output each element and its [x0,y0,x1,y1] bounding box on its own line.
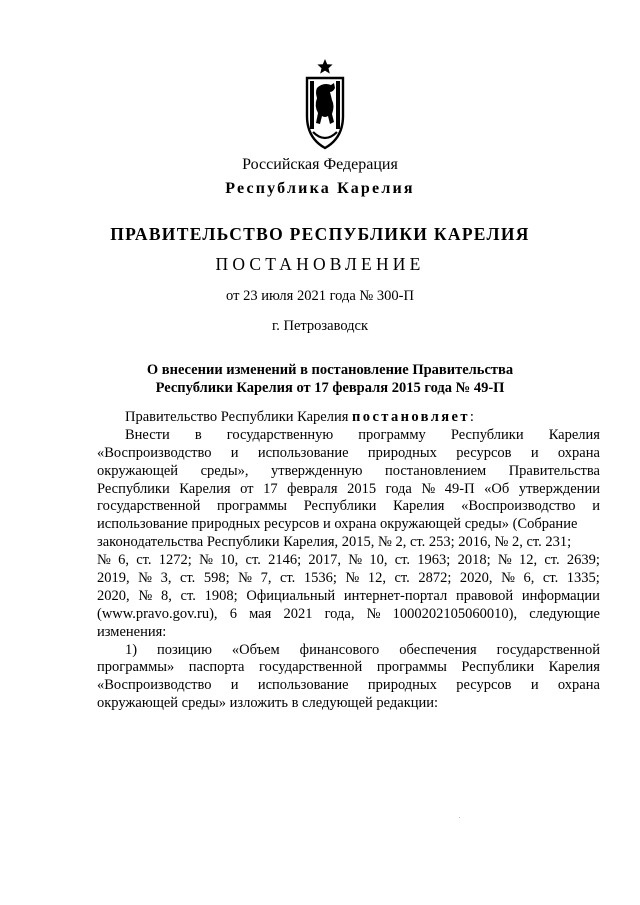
word: № [97,552,111,569]
word: Республики [97,480,170,497]
word: 12, [367,570,386,587]
word: 6, [118,552,129,569]
word: 2015 [347,480,377,497]
word: «Воспроизводство [461,498,576,515]
word: 1000202105060010), [392,605,518,622]
text-line [97,677,600,695]
word: Республики [450,426,524,443]
word: 2020, [459,570,493,587]
word: Правительства [508,462,600,479]
preamble-text: Правительство Республики Карелия [125,409,353,425]
word: 17 [263,480,278,497]
word: года [385,480,412,497]
text-line [97,570,600,588]
word: использование [257,444,349,461]
word: мая [249,605,272,622]
text-line [97,498,600,516]
word: интернет-портал [343,587,448,604]
word: Официальный [246,587,336,604]
word: программы [217,498,288,515]
word: ст. [245,552,261,569]
main-paragraph [97,427,600,624]
word: 1335; [566,570,600,587]
text-line [97,552,600,570]
preamble-line [97,409,600,427]
word: окружающей [97,462,179,479]
text-line [97,445,600,463]
paragraph-last-line: изменения: [97,623,167,640]
word: среды», [200,462,249,479]
word: ст. [179,570,196,587]
word: № [421,480,436,497]
word: 1272; [158,552,192,569]
word: «Воспроизводство [97,677,212,694]
karelia-coat-of-arms-icon [303,58,347,150]
word: № [366,605,381,622]
word: природных [367,677,437,694]
word: ст. [136,552,152,569]
word: природных [367,444,437,461]
word: государственной [258,659,363,676]
word: постановлением [384,462,487,479]
republic-name: Республика Карелия [225,180,415,197]
word: 2018; [457,552,491,569]
word: № [348,552,363,569]
document-date-number: от 23 июля 2021 года № 300-П [226,288,414,304]
word: 2021 [283,605,313,622]
item-1-last-line: окружающей среды» изложить в следующей редакции: [97,695,439,712]
word: ресурсов [456,677,512,694]
word: 7, [260,570,272,587]
word: 2020, [97,587,130,604]
word: 2019, [97,570,130,587]
word: финансового [299,641,380,658]
text-line [97,427,600,445]
document-city: г. Петрозаводск [271,318,369,334]
word: утвержденную [271,462,363,479]
word: № [345,570,360,587]
word: 598; [203,570,230,587]
word: ст. [542,570,559,587]
word: от [240,480,254,497]
word: и [230,677,239,694]
word: 10, [220,552,239,569]
word: года, [324,605,355,622]
word: «Об [484,480,510,497]
text-line [97,516,600,534]
word: февраля [287,480,338,497]
word: Карелия [393,498,445,515]
word: правовой [455,587,514,604]
word: охрана [557,444,600,461]
word: 1963; [417,552,451,569]
word: информации [521,587,600,604]
word: ресурсов [456,444,512,461]
word: № [138,570,153,587]
word: № [199,552,213,569]
text-line [97,463,600,481]
text-line [97,606,600,624]
word: охрана [557,677,600,694]
word: 10, [369,552,388,569]
government-title: ПРАВИТЕЛЬСТВО РЕСПУБЛИКИ КАРЕЛИЯ [110,224,530,244]
word: программы [376,659,447,676]
word: следующие [529,605,600,622]
text-line [97,481,600,499]
word: Карелия [179,480,231,497]
text-line-content: использование природных ресурсов и охрана окружающей среды» (Собрание [97,516,578,533]
word: государственную [226,426,334,443]
word: Карелия [548,659,600,676]
word: № [138,587,153,604]
word: № [238,570,253,587]
word: «Объем [231,641,280,658]
word: 2872; [418,570,452,587]
scan-speck [459,817,460,818]
word: 3, [160,570,172,587]
word: № [497,552,512,569]
word: 1536; [303,570,337,587]
word: использование [257,677,349,694]
word: государственной [97,498,201,515]
word: в [194,426,202,443]
word: 12, [518,552,538,569]
word: 2639; [566,552,600,569]
item-1-paragraph [97,642,600,696]
word: программы» [97,659,175,676]
word: «Воспроизводство [97,444,212,461]
word: 6 [229,605,237,622]
word: и [530,444,539,461]
word: и [592,498,600,515]
word: 2017, [308,552,341,569]
text-line [97,642,600,660]
word: Республики [303,498,377,515]
preamble-colon: : [469,409,474,425]
word: государственной [496,641,600,658]
word: Республики [461,659,535,676]
word: Карелия [548,426,600,443]
document-subject [120,361,540,397]
preamble-decree: постановляет [352,409,470,425]
word: утверждении [518,480,600,497]
document-type: ПОСТАНОВЛЕНИЕ [215,254,425,274]
text-line [97,659,600,677]
word: 1908; [204,587,238,604]
word: Внести [125,426,170,443]
text-line [97,534,600,552]
word: паспорта [188,659,245,676]
word: и [530,677,539,694]
word: 2146; [268,552,302,569]
word: позицию [157,641,212,658]
subject-line-1: О внесении изменений в постановление Правительства [146,362,514,378]
word: ст. [180,587,196,604]
document-body [97,409,600,713]
word: ст. [279,570,296,587]
word: и [230,444,239,461]
word: программу [358,426,426,443]
word: 1) [125,641,138,658]
word: 49-П [444,480,475,497]
word: 8, [160,587,172,604]
word: обеспечения [399,641,477,658]
word: ст. [394,552,411,569]
country-name: Российская Федерация [242,156,398,173]
word: ст. [544,552,560,569]
subject-line-2: Республики Карелия от 17 февраля 2015 года № 49-П [155,380,505,396]
word: ст. [394,570,410,587]
word: (www.pravo.gov.ru), [97,605,218,622]
text-line [97,588,600,606]
text-line-content: законодательства Республики Карелия, 2015, № 2, ст. 253; 2016, № 2, ст. 231; [97,534,572,551]
word: № [501,570,515,587]
word: 6, [523,570,535,587]
